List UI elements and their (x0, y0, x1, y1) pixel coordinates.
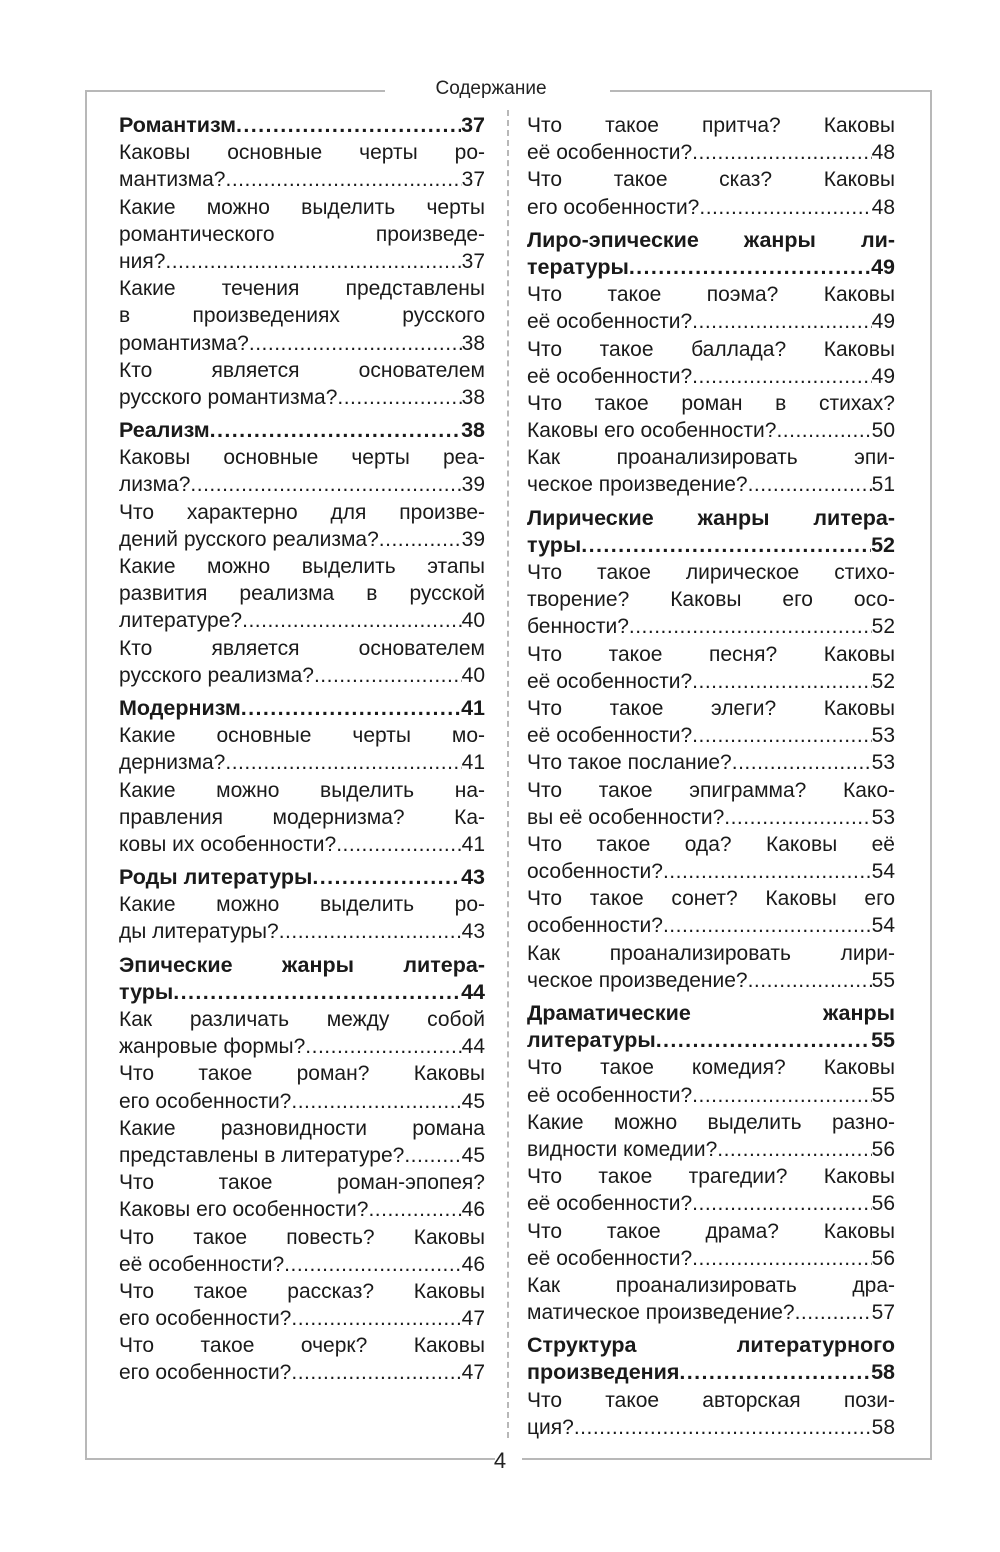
toc-entry-line (527, 1414, 895, 1441)
toc-entry-text: развития реализма в русской (119, 582, 485, 606)
toc-entry-line (527, 831, 895, 858)
toc-entry-line (119, 918, 485, 945)
toc-entry-line (119, 275, 485, 302)
toc-entry-line (527, 1190, 895, 1217)
toc-page-number: 38 (461, 418, 485, 443)
toc-entry-line (119, 330, 485, 357)
toc-entry-line (119, 1060, 485, 1087)
toc-page-number: 46 (461, 1252, 485, 1276)
toc-entry-text: Что такое элеги? Каковы (527, 696, 895, 720)
toc-page-number: 48 (871, 141, 895, 165)
toc-entry-text: Романтизм (119, 113, 237, 137)
toc-entry-text: лизма? (119, 473, 191, 497)
toc-page-number: 55 (871, 1083, 895, 1107)
page-number: 4 (493, 1448, 507, 1473)
dot-leader (241, 695, 461, 722)
dot-leader (629, 254, 871, 281)
toc-entry-text: дений русского реализма? (119, 527, 379, 551)
toc-entry-line (527, 1054, 895, 1081)
toc-entry-text: туры (119, 979, 174, 1004)
dot-leader (692, 363, 871, 390)
toc-entry-text: мантизма? (119, 168, 226, 192)
toc-entry-text: его особенности? (119, 1089, 292, 1113)
toc-page-number: 49 (871, 364, 895, 388)
toc-page-number: 52 (871, 532, 895, 557)
toc-entry-line (119, 471, 485, 498)
dot-leader (368, 1196, 461, 1223)
toc-entry-line (119, 1115, 485, 1142)
toc-entry-line (119, 831, 485, 858)
toc-entry-text: ды литературы? (119, 920, 279, 944)
dot-leader (692, 668, 871, 695)
toc-entry-line (119, 662, 485, 689)
toc-entry-text: представлены в литературе? (119, 1143, 405, 1167)
toc-entry-text: Модернизм (119, 695, 241, 720)
toc-page-number: 57 (871, 1301, 895, 1325)
toc-entry-text: его особенности? (119, 1307, 292, 1331)
toc-entry-line (119, 804, 485, 831)
toc-entry-text: романтизма? (119, 331, 249, 355)
dot-leader (795, 1299, 872, 1326)
toc-page-number: 44 (461, 979, 485, 1004)
dot-leader (724, 804, 871, 831)
toc-entry-text: Эпические жанры литера- (119, 952, 485, 977)
toc-page-number: 52 (871, 669, 895, 693)
dot-leader (173, 979, 461, 1006)
toc-entry-line (119, 580, 485, 607)
dot-leader (692, 1082, 871, 1109)
toc-entry-text: Кто является основателем (119, 636, 485, 660)
toc-entry-line (119, 1169, 485, 1196)
toc-entry-line (527, 1163, 895, 1190)
toc-page-number: 54 (871, 860, 895, 884)
toc-entry-line (527, 336, 895, 363)
dot-leader (210, 417, 461, 444)
dot-leader (717, 1136, 871, 1163)
dot-leader (656, 1027, 871, 1054)
toc-page-number: 45 (461, 1143, 485, 1167)
toc-entry-text: Что такое притча? Каковы (527, 114, 895, 137)
toc-entry-line (527, 471, 895, 498)
toc-entry-line (527, 586, 895, 613)
toc-section-heading (527, 1332, 895, 1359)
toc-entry-text: Реализм (119, 418, 210, 443)
dot-leader (291, 1305, 461, 1332)
toc-entry-text: Что такое сказ? Каковы (527, 168, 895, 192)
toc-entry-line (527, 363, 895, 390)
toc-entry-text: Что такое лирическое стихо- (527, 561, 895, 584)
toc-entry-text: Как проанализировать эпи- (527, 446, 895, 470)
toc-section-heading (119, 695, 485, 722)
dot-leader (314, 662, 462, 689)
toc-page-number: 53 (871, 751, 895, 775)
dot-leader (692, 139, 871, 166)
toc-entry-text: Лиро-эпические жанры ли- (527, 227, 895, 252)
toc-entry-text: Какие можно выделить этапы (119, 555, 485, 578)
toc-entry-text: ческое произведение? (527, 473, 748, 497)
toc-entry-line (527, 1136, 895, 1163)
toc-entry-text: её особенности? (527, 724, 693, 748)
toc-entry-line (527, 967, 895, 994)
toc-entry-text: туры (527, 532, 582, 557)
toc-entry-line (527, 940, 895, 967)
toc-entry-text: Что такое эпиграмма? Како- (527, 778, 895, 802)
toc-entry-text: Что такое авторская пози- (527, 1388, 895, 1412)
toc-entry-line (119, 607, 485, 634)
toc-entry-text: его особенности? (119, 1361, 292, 1385)
toc-entry-text: русского реализма? (119, 663, 314, 687)
dot-leader (679, 1359, 871, 1386)
toc-page-number: 37 (461, 249, 485, 273)
toc-entry-text: вы её особенности? (527, 805, 725, 829)
toc-entry-line (527, 1387, 895, 1414)
toc-page-number: 52 (871, 615, 895, 639)
toc-section-heading (527, 254, 895, 281)
toc-page-number: 38 (461, 385, 485, 409)
toc-entry-text: её особенности? (527, 1246, 693, 1270)
toc-page-number: 53 (871, 724, 895, 748)
toc-left-column (119, 112, 485, 1387)
toc-page-number: 48 (871, 195, 895, 219)
toc-entry-text: романтического произведе- (119, 222, 485, 246)
toc-entry-text: Лирические жанры литера- (527, 505, 895, 530)
toc-entry-text: бенности? (527, 615, 629, 639)
toc-page-number: 39 (461, 473, 485, 497)
dot-leader (312, 864, 461, 891)
toc-entry-text: Каковы основные черты реа- (119, 446, 485, 470)
toc-entry-text: литературе? (119, 609, 243, 633)
toc-page-number: 40 (461, 663, 485, 687)
toc-entry-line (119, 1224, 485, 1251)
toc-entry-text: Что такое сонет? Каковы его (527, 887, 895, 911)
dot-leader (581, 532, 871, 559)
toc-page-number: 37 (461, 113, 485, 137)
toc-section-heading (119, 112, 485, 139)
toc-entry-line (119, 777, 485, 804)
toc-page-number: 53 (871, 805, 895, 829)
toc-right-column (527, 112, 895, 1441)
toc-page-number: 49 (871, 310, 895, 334)
toc-entry-text: правления модернизма? Ка- (119, 805, 485, 829)
toc-entry-text: Что такое поэма? Каковы (527, 283, 895, 307)
toc-entry-text: её особенности? (527, 141, 693, 165)
toc-entry-line (119, 1088, 485, 1115)
toc-entry-text: творение? Каковы его осо- (527, 588, 895, 612)
toc-entry-line (119, 1278, 485, 1305)
toc-entry-line (119, 302, 485, 329)
toc-entry-line (119, 1359, 485, 1386)
toc-entry-line (119, 194, 485, 221)
toc-entry-line (527, 749, 895, 776)
toc-entry-line (527, 390, 895, 417)
dot-leader (165, 248, 461, 275)
dot-leader (663, 912, 872, 939)
toc-entry-line (119, 635, 485, 662)
toc-entry-line (119, 444, 485, 471)
toc-entry-line (527, 695, 895, 722)
toc-entry-text: в произведениях русского (119, 304, 485, 328)
toc-page-number: 56 (871, 1137, 895, 1161)
toc-entry-text: Каковы его особенности? (527, 419, 777, 443)
toc-entry-text: особенности? (527, 860, 663, 884)
toc-entry-line (527, 668, 895, 695)
toc-entry-line (527, 194, 895, 221)
toc-entry-line (527, 444, 895, 471)
toc-entry-line (527, 722, 895, 749)
toc-entry-line (527, 777, 895, 804)
toc-entry-line (527, 308, 895, 335)
toc-entry-text: Роды литературы (119, 865, 313, 890)
toc-page-number: 56 (871, 1192, 895, 1216)
toc-entry-text: Что такое драма? Каковы (527, 1219, 895, 1243)
dot-leader (226, 166, 462, 193)
dot-leader (574, 1414, 872, 1441)
toc-entry-text: Что такое роман-эпопея? (119, 1171, 485, 1195)
toc-page-number: 44 (461, 1035, 485, 1059)
dot-leader (748, 967, 872, 994)
toc-entry-text: Какие можно выделить на- (119, 778, 485, 802)
toc-entry-text: Что такое повесть? Каковы (119, 1225, 485, 1249)
toc-entry-text: ция? (527, 1415, 574, 1439)
toc-section-heading (527, 1359, 895, 1386)
toc-entry-text: Какие основные черты мо- (119, 724, 485, 748)
toc-entry-line (119, 553, 485, 580)
toc-entry-line (527, 858, 895, 885)
toc-page-number: 41 (461, 695, 485, 720)
dot-leader (336, 831, 461, 858)
toc-entry-text: видности комедии? (527, 1137, 718, 1161)
toc-entry-text: Как различать между собой (119, 1008, 485, 1031)
toc-entry-text: Как проанализировать лири- (527, 941, 895, 965)
toc-entry-text: её особенности? (527, 310, 693, 334)
toc-entry-line (119, 891, 485, 918)
dot-leader (291, 1359, 461, 1386)
toc-entry-text: его особенности? (527, 195, 700, 219)
toc-entry-line (119, 1142, 485, 1169)
toc-entry-text: произведения (527, 1360, 680, 1385)
toc-entry-line (119, 1332, 485, 1359)
toc-entry-line (119, 221, 485, 248)
dot-leader (279, 918, 462, 945)
toc-entry-line (119, 526, 485, 553)
dot-leader (236, 112, 461, 139)
toc-entry-text: Какие можно выделить ро- (119, 893, 485, 917)
toc-entry-text: Каковы его особенности? (119, 1198, 369, 1222)
toc-page-number: 43 (461, 865, 485, 890)
toc-entry-line (527, 1245, 895, 1272)
toc-page-number: 51 (871, 473, 895, 497)
dot-leader (337, 384, 461, 411)
toc-page-number: 43 (461, 920, 485, 944)
toc-page-number: 54 (871, 914, 895, 938)
toc-entry-text: Что такое рассказ? Каковы (119, 1279, 485, 1303)
toc-entry-line (527, 1299, 895, 1326)
toc-entry-text: Что такое роман в стихах? (527, 391, 895, 415)
dot-leader (225, 749, 461, 776)
toc-entry-line (119, 1006, 485, 1033)
toc-page-number: 55 (871, 1028, 895, 1053)
dot-leader (699, 194, 871, 221)
dot-leader (692, 1190, 871, 1217)
toc-entry-line (119, 1033, 485, 1060)
toc-entry-text: Что такое трагедии? Каковы (527, 1165, 895, 1189)
toc-section-heading (527, 532, 895, 559)
toc-entry-text: Каковы основные черты ро- (119, 141, 485, 165)
toc-entry-line (119, 749, 485, 776)
dot-leader (305, 1033, 461, 1060)
toc-page-number: 55 (871, 968, 895, 992)
dot-leader (291, 1088, 461, 1115)
toc-entry-line (527, 885, 895, 912)
dot-leader (776, 417, 871, 444)
toc-section-heading (119, 417, 485, 444)
toc-entry-line (527, 559, 895, 586)
toc-entry-text: особенности? (527, 914, 663, 938)
toc-entry-line (119, 1251, 485, 1278)
toc-section-heading (527, 1000, 895, 1027)
toc-entry-text: её особенности? (527, 669, 693, 693)
frame-right (930, 90, 932, 1460)
toc-entry-line (527, 1272, 895, 1299)
toc-entry-text: её особенности? (527, 364, 693, 388)
dot-leader (404, 1142, 461, 1169)
toc-entry-line (527, 166, 895, 193)
toc-entry-text: матическое произведение? (527, 1301, 795, 1325)
toc-entry-line (527, 139, 895, 166)
toc-entry-text: Что такое комедия? Каковы (527, 1056, 895, 1080)
toc-entry-text: Что характерно для произве- (119, 500, 485, 524)
dot-leader (692, 308, 871, 335)
dot-leader (190, 471, 461, 498)
toc-entry-text: Какие можно выделить разно- (527, 1110, 895, 1134)
toc-entry-line (527, 1218, 895, 1245)
dot-leader (692, 1245, 871, 1272)
toc-entry-line (527, 641, 895, 668)
toc-entry-line (119, 722, 485, 749)
toc-entry-line (527, 417, 895, 444)
toc-entry-line (527, 804, 895, 831)
toc-entry-line (119, 499, 485, 526)
toc-section-heading (119, 979, 485, 1006)
toc-entry-text: русского романтизма? (119, 385, 338, 409)
toc-entry-text: её особенности? (527, 1192, 693, 1216)
toc-page-number: 40 (461, 609, 485, 633)
toc-page-number: 46 (461, 1198, 485, 1222)
toc-entry-line (119, 1196, 485, 1223)
page-title: Содержание (435, 78, 547, 99)
toc-entry-text: тературы (527, 254, 629, 279)
toc-entry-text: Что такое роман? Каковы (119, 1062, 485, 1086)
toc-page-number: 37 (461, 168, 485, 192)
toc-entry-line (119, 166, 485, 193)
frame-left (85, 90, 87, 1460)
dot-leader (249, 330, 462, 357)
toc-section-heading (527, 227, 895, 254)
toc-entry-line (527, 613, 895, 640)
toc-section-heading (527, 1027, 895, 1054)
toc-page-number: 47 (461, 1307, 485, 1331)
toc-entry-text: Как проанализировать дра- (527, 1273, 895, 1297)
toc-entry-line (527, 912, 895, 939)
dot-leader (242, 607, 462, 634)
toc-page-number: 45 (461, 1089, 485, 1113)
toc-page-number: 39 (461, 527, 485, 551)
dot-leader (284, 1251, 461, 1278)
toc-page-number: 38 (461, 331, 485, 355)
toc-entry-text: Какие можно выделить черты (119, 195, 485, 219)
toc-entry-text: Что такое баллада? Каковы (527, 337, 895, 361)
toc-page-number: 41 (461, 832, 485, 856)
toc-page-number: 41 (461, 751, 485, 775)
column-divider (507, 110, 509, 1438)
toc-entry-line (119, 357, 485, 384)
toc-entry-text: литературы (527, 1028, 656, 1053)
toc-entry-text: Что такое очерк? Каковы (119, 1334, 485, 1358)
toc-section-heading (119, 952, 485, 979)
toc-page-number: 58 (871, 1415, 895, 1439)
toc-entry-text: Какие разновидности романа (119, 1116, 485, 1140)
toc-entry-line (527, 281, 895, 308)
toc-entry-line (119, 248, 485, 275)
dot-leader (663, 858, 872, 885)
toc-entry-text: Структура литературного (527, 1333, 895, 1358)
toc-entry-text: ковы их особенности? (119, 832, 337, 856)
dot-leader (748, 471, 872, 498)
toc-section-heading (527, 505, 895, 532)
toc-entry-line (119, 384, 485, 411)
toc-entry-line (119, 1305, 485, 1332)
dot-leader (692, 722, 871, 749)
toc-entry-text: Что такое ода? Каковы её (527, 832, 895, 856)
toc-page-number: 50 (871, 419, 895, 443)
toc-entry-text: ния? (119, 249, 166, 273)
toc-entry-text: ческое произведение? (527, 968, 748, 992)
toc-section-heading (119, 864, 485, 891)
toc-entry-text: её особенности? (527, 1083, 693, 1107)
toc-entry-text: жанровые формы? (119, 1035, 306, 1059)
toc-entry-text: её особенности? (119, 1252, 285, 1276)
toc-entry-line (527, 112, 895, 139)
dot-leader (379, 526, 462, 553)
dot-leader (732, 749, 872, 776)
toc-entry-text: Что такое песня? Каковы (527, 642, 895, 666)
toc-entry-text: Что такое послание? (527, 751, 732, 775)
toc-entry-text: Какие течения представлены (119, 277, 485, 301)
toc-entry-line (119, 139, 485, 166)
toc-page-number: 58 (871, 1360, 895, 1385)
toc-entry-text: дернизма? (119, 751, 226, 775)
toc-page-number: 56 (871, 1246, 895, 1270)
toc-page-number: 49 (871, 254, 895, 279)
dot-leader (629, 613, 872, 640)
toc-entry-line (527, 1109, 895, 1136)
toc-page-number: 47 (461, 1361, 485, 1385)
toc-entry-text: Кто является основателем (119, 358, 485, 382)
toc-entry-line (527, 1082, 895, 1109)
toc-entry-text: Драматические жанры (527, 1001, 895, 1025)
